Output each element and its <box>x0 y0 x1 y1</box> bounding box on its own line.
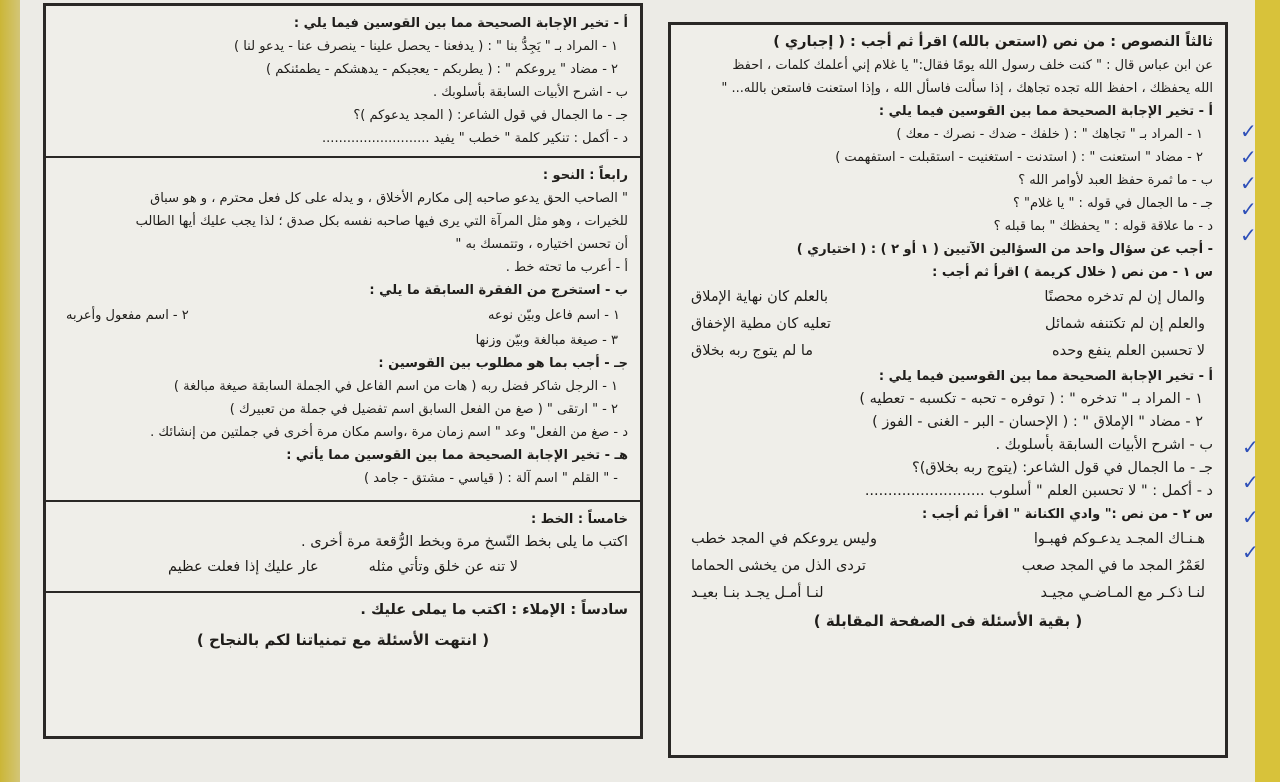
question-b: ب - اشرح الأبيات السابقة بأسلوبك . <box>432 85 628 100</box>
tick-marks-bottom <box>1242 430 1276 570</box>
grammar-b-row: ١ - اسم فاعل وبيّن نوعه ٢ - اسم مفعول وأعربه <box>66 308 620 323</box>
grammar-h1: - " القلم " اسم آلة : ( قياسي - مشتق - جامد ) <box>363 471 618 486</box>
grammar-b3: ٣ - صيغة مبالغة وبيّن وزنها <box>475 333 618 348</box>
question-a1: ١ - المراد بـ " تجاهك " : ( خلفك - ضدك - نصرك - معك ) <box>896 127 1203 142</box>
handwriting-verse: لا تنه عن خلق وتأتي مثله عار عليك إذا فعلت عظيم <box>168 559 518 575</box>
question-a-heading: أ - تخير الإجابة الصحيحة مما بين القوسين فيما يلي : <box>878 104 1213 119</box>
section-divider <box>46 591 640 593</box>
question-a21: ١ - المراد بـ " تدخره " : ( توفره - تحبه - تكسبه - تعطيه ) <box>859 391 1203 407</box>
check-mark-icon: ✓ <box>1240 145 1257 169</box>
grammar-question-d: د - صغ من الفعل" وعد " اسم زمان مرة ،واسم مكان مرة أخرى في جملتين من إنشائك . <box>150 425 628 440</box>
grammar-question-b: ب - استخرج من الفقرة السابقة ما يلي : <box>369 283 628 298</box>
grammar-question-a: أ - أعرب ما تحته خط . <box>505 260 628 275</box>
check-mark-icon: ✓ <box>1240 119 1257 143</box>
continuation-note: ( بقية الأسئلة فى الصفحة المقابلة ) <box>813 612 1083 630</box>
grammar-question-j: جـ - أجب بما هو مطلوب بين القوسين : <box>378 356 628 371</box>
right-column <box>668 22 1228 758</box>
question-a-heading: أ - تخير الإجابة الصحيحة مما بين القوسين فيما يلي : <box>293 16 628 31</box>
grammar-paragraph-3: أن تحسن اختياره ، وتتمسك به " <box>455 237 628 252</box>
hadith-line-1: عن ابن عباس قال : " كنت خلف رسول الله يومًا فقال:" يا غلام إني أعلمك كلمات ، احفظ <box>732 58 1213 73</box>
section-divider <box>46 156 640 158</box>
tick-marks-top <box>1240 118 1274 248</box>
question-d2: د - أكمل : " لا تحسبن العلم " أسلوب .......................... <box>864 483 1213 499</box>
check-mark-icon: ✓ <box>1242 470 1259 494</box>
question-a-heading-2: أ - تخير الإجابة الصحيحة مما بين القوسين فيما يلي : <box>878 369 1213 384</box>
grammar-paragraph-1: " الصاحب الحق يدعو صاحبه إلى مكارم الأخلاق ، و يدله على كل فعل محترم ، و هو سباق <box>150 191 628 206</box>
verse-row: لعَمْرُ المجد ما في المجد صعب تردى الذل من يخشى الحماما <box>691 558 1205 574</box>
hadith-line-2: الله يحفظك ، احفظ الله تجده تجاهك ، إذا سألت فاسأل الله ، وإذا استعنت فاستعن بالله... " <box>721 81 1213 96</box>
question-s2-heading: س ٢ - من نص :" وادي الكنانة " اقرأ ثم أجب : <box>921 507 1213 522</box>
question-j: جـ - ما الجمال في قول الشاعر: ( المجد يدعوكم )؟ <box>353 108 628 123</box>
question-b: ب - ما ثمرة حفظ العبد لأوامر الله ؟ <box>1018 173 1213 188</box>
verse-row: هـنـاك المجـد يدعـوكم فهبـوا وليس يروعكم في المجد خطب <box>691 531 1205 547</box>
verse-row: لنـا ذكـر مع المـاضـي مجيـد لنـا أمـل يجـد بنـا بعيـد <box>691 585 1205 601</box>
question-j2: جـ - ما الجمال في قول الشاعر: (يتوج ربه بخلاق)؟ <box>912 460 1213 476</box>
question-a2: ٢ - مضاد " استعنت " : ( استدنت - استغنيت - استقبلت - استفهمت ) <box>835 150 1203 165</box>
question-a1: ١ - المراد بـ " يَجِدُّ بنا " : ( يدفعنا - يحصل علينا - ينصرف عنا - يدعو لنا ) <box>234 39 618 54</box>
optional-instruction: - أجب عن سؤال واحد من السؤالين الآتيين ( ١ أو ٢ ) : ( اختياري ) <box>796 242 1213 257</box>
grammar-paragraph-2: للخيرات ، وهو مثل المرآة التي يرى فيها صاحبه نفسه بكل صدق ؛ لذا يجب عليك أيها الطالب <box>135 214 628 229</box>
question-b2: ب - اشرح الأبيات السابقة بأسلوبك . <box>995 437 1213 453</box>
question-d: د - ما علاقة قوله : " يحفظك " بما قبله ؟ <box>993 219 1213 234</box>
grammar-title: رابعاً : النحو : <box>542 168 628 183</box>
verse-row: لا تحسبن العلم ينفع وحده ما لم يتوج ربه بخلاق <box>691 343 1205 359</box>
handwriting-instruction: اكتب ما يلى بخط النّسخ مرة وبخط الرُّقعة مرة أخرى . <box>300 534 628 550</box>
question-s1-heading: س ١ - من نص ( خلال كريمة ) اقرأ ثم أجب : <box>932 265 1213 280</box>
question-a22: ٢ - مضاد " الإملاق " : ( الإحسان - البر - الغنى - الفوز ) <box>872 414 1203 430</box>
question-a2: ٢ - مضاد " يروعكم " : ( يطربكم - يعجبكم - يدهشكم - يطمئنكم ) <box>266 62 618 77</box>
grammar-j2: ٢ - " ارتقى " ( صغ من الفعل السابق اسم تفضيل في جملة من تعبيرك ) <box>229 402 618 417</box>
left-column <box>43 3 643 739</box>
handwriting-title: خامساً : الخط : <box>530 512 628 527</box>
closing-note: ( انتهت الأسئلة مع تمنياتنا لكم بالنجاح ) <box>196 631 490 649</box>
check-mark-icon: ✓ <box>1240 197 1257 221</box>
section-divider <box>46 500 640 502</box>
grammar-question-h: هـ - تخير الإجابة الصحيحة مما بين القوسين مما يأتي : <box>286 448 628 463</box>
check-mark-icon: ✓ <box>1242 435 1259 459</box>
check-mark-icon: ✓ <box>1240 223 1257 247</box>
grammar-j1: ١ - الرجل شاكر فضل ربه ( هات من اسم الفاعل في الجملة السابقة صيغة مبالغة ) <box>173 379 618 394</box>
check-mark-icon: ✓ <box>1240 171 1257 195</box>
verse-row: والعلم إن لم تكتنفه شمائل تعليه كان مطية الإخفاق <box>691 316 1205 332</box>
question-d: د - أكمل : تنكير كلمة " خطب " يفيد .......................... <box>322 131 628 146</box>
section-title: ثالثاً النصوص : من نص (استعن بالله) اقرأ ثم أجب : ( إجباري ) <box>773 34 1213 50</box>
check-mark-icon: ✓ <box>1242 540 1259 564</box>
question-j: جـ - ما الجمال في قوله : " يا غلام" ؟ <box>1012 196 1213 211</box>
verse-row: والمال إن لم تدخره محصنًا بالعلم كان نهاية الإملاق <box>691 289 1205 305</box>
check-mark-icon: ✓ <box>1242 505 1259 529</box>
dictation-line: سادساً : الإملاء : اكتب ما يملى عليك . <box>360 602 628 618</box>
